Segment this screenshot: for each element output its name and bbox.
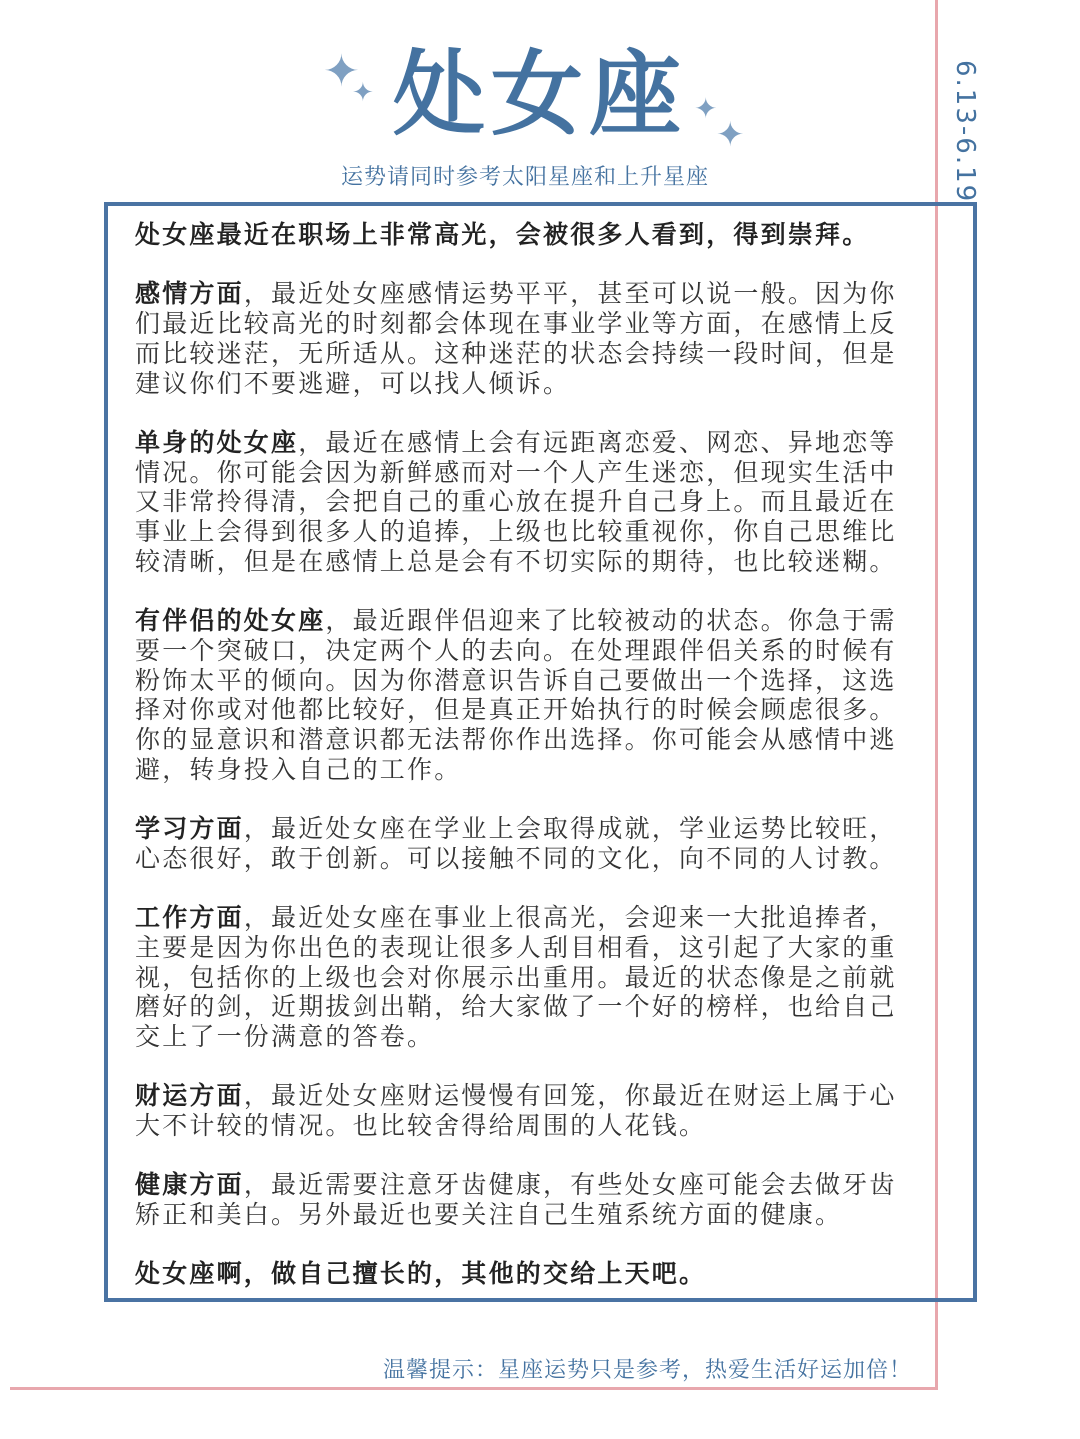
section-single (135, 428, 915, 577)
section-heading: 有伴侣的处女座 (135, 606, 326, 636)
section-wealth (135, 1081, 915, 1140)
footer-tip: 温馨提示：星座运势只是参考，热爱生活好运加倍！ (382, 1358, 912, 1383)
section-heading: 工作方面 (135, 903, 244, 933)
section-text: ，最近跟伴侣迎来了比较被动的状态。你急于需要一个突破口，决定两个人的去向。在处理跟伴侣关系的时候有粉饰太平的倾向。因为你潜意识告诉自己要做出一个选择，这选择对你或对他都比较好，但是真正开始执行的时候会顾虑很多。你的显意识和潜意识都无法帮你作出选择。你可能会从感情中逃避，转身投入自己的工作。 (135, 606, 897, 784)
sparkle-icon: ✦ (694, 92, 718, 125)
sparkle-icon: ✦ (352, 78, 374, 108)
section-heading: 学习方面 (135, 814, 244, 843)
section-text: ，最近在感情上会有远距离恋爱、网恋、异地恋等情况。你可能会因为新鲜感而对一个人产生迷恋，但现实生活中又非常拎得清，会把自己的重心放在提升自己身上。而且最近在事业上会得到很多人的追捧，上级也比较重视你，你自己思维比较清晰，但是在感情上总是会有不切实际的期待，也比较迷糊。 (135, 427, 897, 576)
section-text: ，最近处女座在学业上会取得成就，学业运势比较旺，心态很好，敢于创新。可以接触不同的文化，向不同的人讨教。 (135, 814, 897, 873)
section-work (135, 903, 915, 1052)
section-heading: 健康方面 (135, 1170, 244, 1200)
section-partnered (135, 606, 915, 784)
section-love (135, 279, 915, 398)
section-text: ，最近处女座在事业上很高光，会迎来一大批追捧者，主要是因为你出色的表现让很多人刮目相看，这引起了大家的重视，包括你的上级也会对你展示出重用。最近的状态像是之前就磨好的剑，近期拔剑出鞘，给大家做了一个好的榜样，也给自己交上了一份满意的答卷。 (135, 903, 897, 1051)
section-text: ，最近处女座财运慢慢有回笼，你最近在财运上属于心大不计较的情况。也比较舍得给周围的人花钱。 (135, 1081, 897, 1140)
page-title: 处女座 (392, 41, 687, 148)
subtitle: 运势请同时参考太阳星座和上升星座 (340, 165, 709, 190)
intro-text: 处女座最近在职场上非常高光，会被很多人看到，得到崇拜。 (135, 220, 870, 249)
section-study (135, 814, 915, 873)
section-text: ，最近需要注意牙齿健康，有些处女座可能会去做牙齿矫正和美白。另外最近也要关注自己生殖系统方面的健康。 (135, 1170, 897, 1230)
horoscope-content (135, 220, 915, 1319)
section-heading: 单身的处女座 (135, 427, 299, 457)
section-heading: 财运方面 (135, 1081, 244, 1111)
sparkle-icon: ✦ (716, 115, 745, 155)
sparkle-icon: ✦ (323, 46, 360, 97)
closing-text: 处女座啊，做自己擅长的，其他的交给上天吧。 (135, 1259, 707, 1289)
section-health (135, 1170, 915, 1229)
section-text: ，最近处女座感情运势平平，甚至可以说一般。因为你们最近比较高光的时刻都会体现在事业学业等方面，在感情上反而比较迷茫，无所适从。这种迷茫的状态会持续一段时间，但是建议你们不要逃避，可以找人倾诉。 (135, 279, 897, 398)
section-heading: 感情方面 (135, 279, 244, 309)
pink-frame-horizontal-line (10, 1387, 938, 1390)
date-range: 6.13-6.19 (950, 60, 980, 204)
